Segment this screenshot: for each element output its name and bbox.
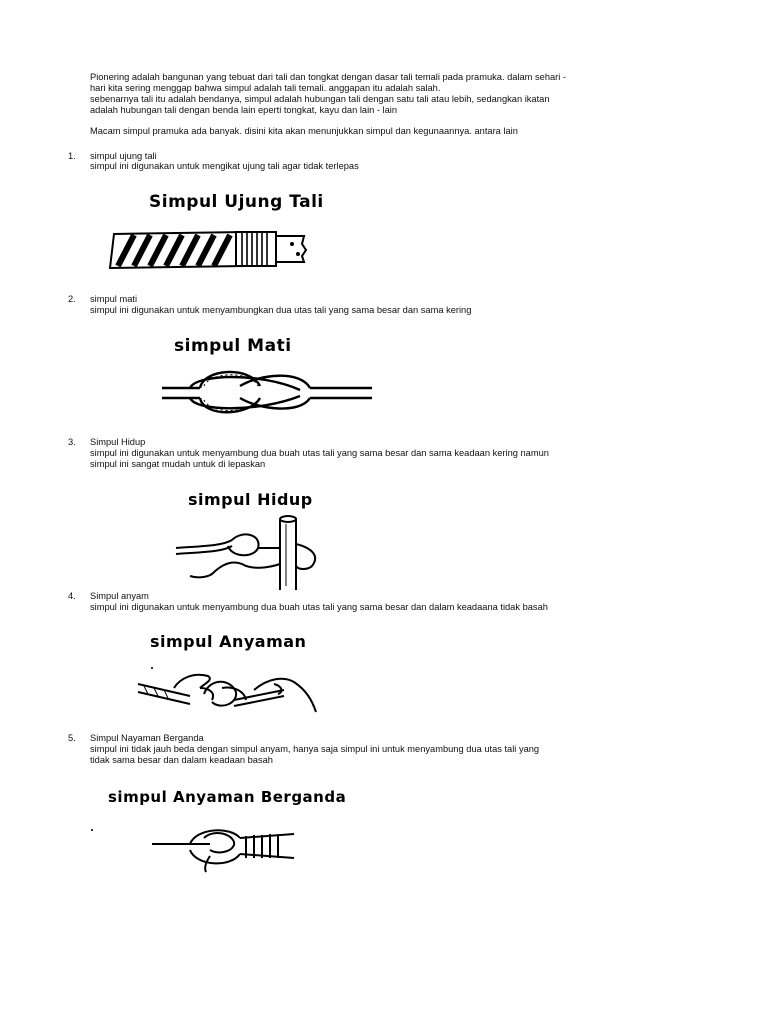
intro-line-2: hari kita sering menggap bahwa simpul adalah tali temali. anggapan itu adalah salah. [90,83,441,93]
item-2-title: simpul mati [90,294,138,304]
item-3-title: Simpul Hidup [90,437,146,447]
item-4-number: 4. [68,591,76,601]
item-5-desc-2: tidak sama besar dan dalam keadaan basah [90,755,273,765]
intro-line-3: sebenarnya tali itu adalah bendanya, simpul adalah hubungan tali dengan satu tali atau lebih, sedangkan ikatan [90,94,550,104]
intro-line-5: Macam simpul pramuka ada banyak. disini kita akan menunjukkan simpul dan kegunaannya. antara lain [90,126,518,136]
item-3-desc-1: simpul ini digunakan untuk menyambung dua buah utas tali yang sama besar dan sama keadaan kering namun [90,448,549,458]
item-1-title: simpul ujung tali [90,151,157,161]
figure-2-caption: simpul Mati [174,336,292,356]
item-3-desc-2: simpul ini sangat mudah untuk di lepaskan [90,459,266,469]
item-1-desc: simpul ini digunakan untuk mengikat ujung tali agar tidak terlepas [90,161,359,171]
figure-1-caption: Simpul Ujung Tali [149,192,324,212]
intro-line-4: adalah hubungan tali dengan benda lain eperti tongkat, kayu dan lain - lain [90,105,398,115]
figure-5-caption: simpul Anyaman Berganda [108,788,347,806]
figure-4-caption: simpul Anyaman [150,632,307,651]
square-knot-icon [160,364,375,418]
double-sheet-bend-icon [150,822,300,874]
rope-end-whipping-icon [104,226,314,274]
item-4-title: Simpul anyam [90,591,149,601]
item-5-title: Simpul Nayaman Berganda [90,733,204,743]
item-5-desc-1: simpul ini tidak jauh beda dengan simpul anyam, hanya saja simpul ini untuk menyambung dua utas tali yang [90,744,540,754]
item-3-number: 3. [68,437,76,447]
item-4-desc: simpul ini digunakan untuk menyambung dua buah utas tali yang sama besar dan dalam keadaana tidak basah [90,602,548,612]
sheet-bend-hands-icon [134,664,324,722]
item-5-number: 5. [68,733,76,743]
item-2-desc: simpul ini digunakan untuk menyambungkan dua utas tali yang sama besar dan sama kering [90,305,472,315]
figure-3-caption: simpul Hidup [188,490,313,509]
figure-5-mark [91,829,93,831]
slip-knot-icon [172,512,332,592]
item-2-number: 2. [68,294,76,304]
item-1-number: 1. [68,151,76,161]
intro-line-1: Pionering adalah bangunan yang tebuat dari tali dan tongkat dengan dasar tali temali pada pramuka. dalam sehari - [90,72,567,82]
